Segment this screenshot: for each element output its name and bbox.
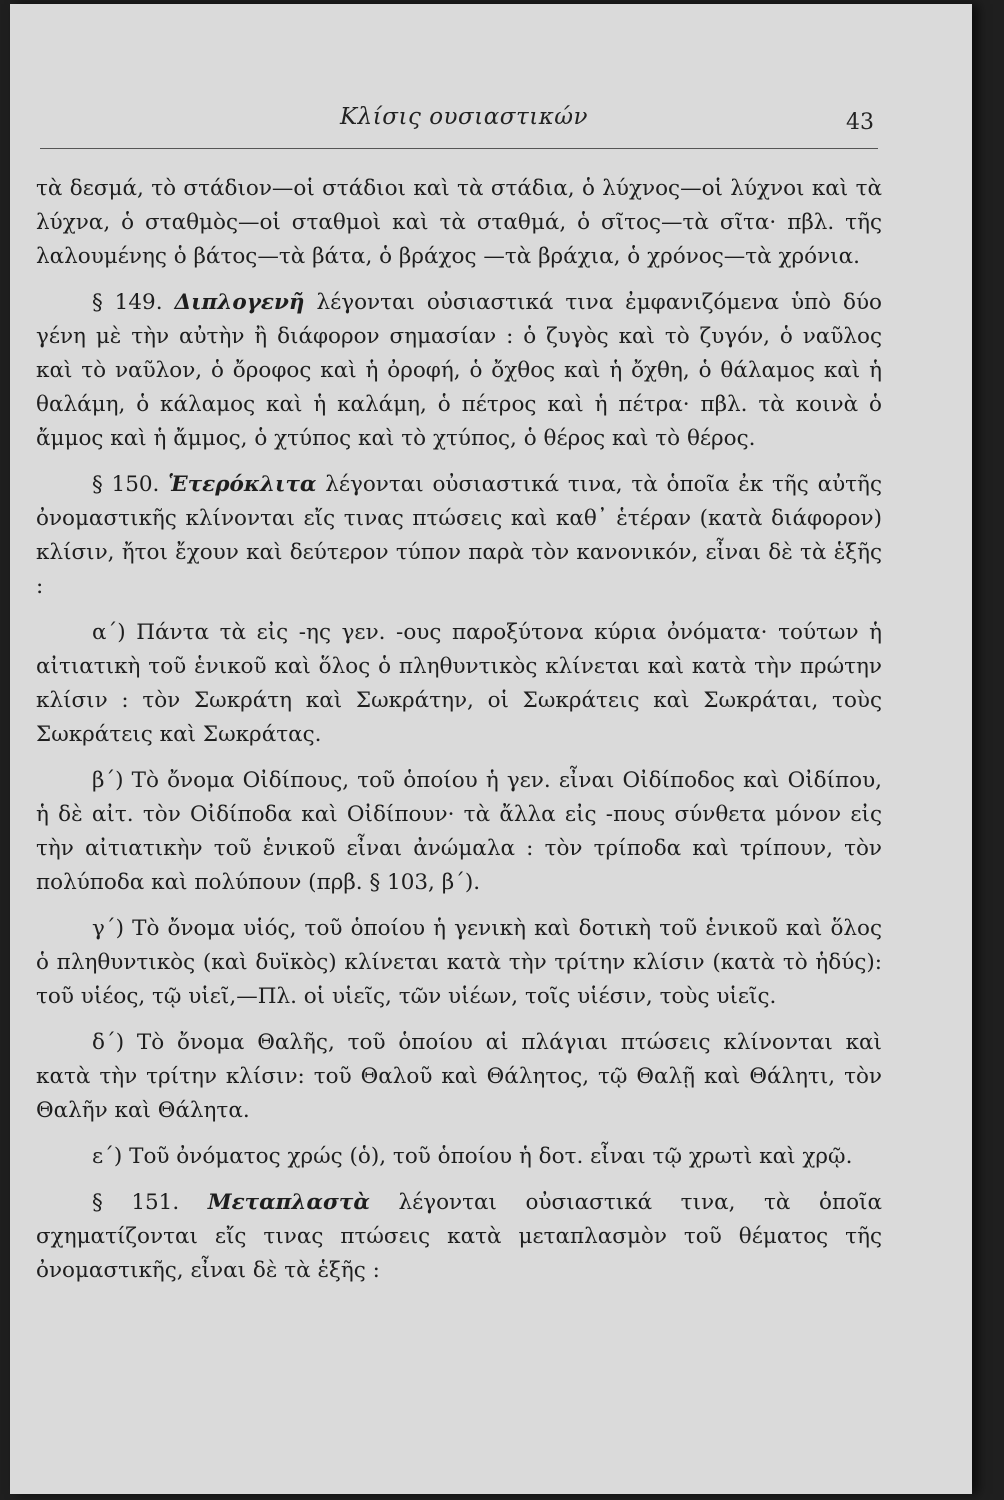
section-term: Μεταπλαστὰ — [207, 1190, 370, 1215]
section-number: § 151. — [92, 1190, 180, 1215]
book-page — [10, 4, 972, 1494]
section-term: Ἑτερόκλιτα — [168, 472, 317, 497]
page-number: 43 — [846, 110, 874, 135]
paragraph-section-151 — [36, 1186, 882, 1288]
section-term: Διπλογενῆ — [174, 290, 305, 315]
paragraph-text: α΄) Πάντα τὰ εἰς -ης γεν. -ους παροξύτονα κύρια ὀνόματα· τούτων ἡ αἰτιατικὴ τοῦ ἑνικοῦ καὶ ὅλος ὁ πληθυντικὸς κλίνεται καὶ κατὰ τὴν πρώτην κλίσιν : τὸν Σωκράτη καὶ Σωκράτην, οἱ Σωκράτεις καὶ Σωκράται, τοὺς Σωκράτεις καὶ Σωκράτας. — [36, 620, 882, 747]
header-rule — [40, 148, 878, 149]
paragraph-section-149 — [36, 286, 882, 456]
section-number: § 149. — [92, 290, 163, 315]
page-body — [36, 172, 882, 1288]
paragraph-text: γ΄) Τὸ ὄνομα υἱός, τοῦ ὁποίου ἡ γενικὴ καὶ δοτικὴ τοῦ ἑνικοῦ καὶ ὅλος ὁ πληθυντικὸς (καὶ δυϊκὸς) κλίνεται κατὰ τὴν τρίτην κλίσιν (κατὰ τὸ ἡδύς): τοῦ υἱέος, τῷ υἱεῖ,—Πλ. οἱ υἱεῖς, τῶν υἱέων, τοῖς υἱέσιν, τοὺς υἱεῖς. — [36, 916, 882, 1009]
paragraph-text: λέγονται οὐσιαστικά τινα, τὰ ὁποῖα σχηματίζονται εἴς τινας πτώσεις κατὰ μεταπλασμὸν τοῦ θέματος τῆς ὀνομαστικῆς, εἶναι δὲ τὰ ἑξῆς : — [36, 1190, 882, 1283]
paragraph-text: λέγονται οὐσιαστικά τινα ἐμφανιζόμενα ὑπὸ δύο γένη μὲ τὴν αὐτὴν ἢ διάφορον σημασίαν : ὁ ζυγὸς καὶ τὸ ζυγόν, ὁ ναῦλος καὶ τὸ ναῦλον, ὁ ὄροφος καὶ ἡ ὀροφή, ὁ ὄχθος καὶ ἡ ὄχθη, ὁ θάλαμος καὶ ἡ θαλάμη, ὁ κάλαμος καὶ ἡ καλάμη, ὁ πέτρος καὶ ἡ πέτρα· πβλ. τὰ κοινὰ ὁ ἄμμος καὶ ἡ ἄμμος, ὁ χτύπος καὶ τὸ χτύπος, ὁ θέρος καὶ τὸ θέρος. — [36, 290, 882, 451]
paragraph-item-d — [36, 1026, 882, 1128]
paragraph-text: λέγονται οὐσιαστικά τινα, τὰ ὁποῖα ἐκ τῆς αὐτῆς ὀνομαστικῆς κλίνονται εἴς τινας πτώσεις καὶ καθ᾽ ἑτέραν (κατὰ διάφορον) κλίσιν, ἤτοι ἔχουν καὶ δεύτερον τύπον παρὰ τὸν κανονικόν, εἶναι δὲ τὰ ἑξῆς : — [36, 472, 882, 599]
paragraph-item-e — [36, 1140, 882, 1174]
paragraph-item-a — [36, 616, 882, 752]
paragraph-text: δ΄) Τὸ ὄνομα Θαλῆς, τοῦ ὁποίου αἱ πλάγιαι πτώσεις κλίνονται καὶ κατὰ τὴν τρίτην κλίσιν: τοῦ Θαλοῦ καὶ Θάλητος, τῷ Θαλῇ καὶ Θάλητι, τὸν Θαλῆν καὶ Θάλητα. — [36, 1030, 882, 1123]
running-head-title: Κλίσις ουσιαστικών — [340, 104, 589, 130]
running-head — [10, 104, 972, 144]
paragraph-text: ε΄) Τοῦ ὀνόματος χρώς (ὁ), τοῦ ὁποίου ἡ δοτ. εἶναι τῷ χρωτὶ καὶ χρῷ. — [92, 1144, 853, 1169]
paragraph-item-b — [36, 764, 882, 900]
paragraph-text: τὰ δεσμά, τὸ στάδιον—οἱ στάδιοι καὶ τὰ στάδια, ὁ λύχνος—οἱ λύχνοι καὶ τὰ λύχνα, ὁ σταθμὸς—οἱ σταθμοὶ καὶ τὰ σταθμά, ὁ σῖτος—τὰ σῖτα· πβλ. τῆς λαλουμένης ὁ βάτος—τὰ βάτα, ὁ βράχος —τὰ βράχια, ὁ χρόνος—τὰ χρόνια. — [36, 176, 882, 269]
paragraph-item-c — [36, 912, 882, 1014]
paragraph-section-150 — [36, 468, 882, 604]
paragraph-continuation — [36, 172, 882, 274]
section-number: § 150. — [92, 472, 160, 497]
paragraph-text: β΄) Τὸ ὄνομα Οἰδίπους, τοῦ ὁποίου ἡ γεν. εἶναι Οἰδίποδος καὶ Οἰδίπου, ἡ δὲ αἰτ. τὸν Οἰδίποδα καὶ Οἰδίπουν· τὰ ἄλλα εἰς -πους σύνθετα μόνον εἰς τὴν αἰτιατικὴν τοῦ ἑνικοῦ εἶναι ἀνώμαλα : τὸν τρίποδα καὶ τρίπουν, τὸν πολύποδα καὶ πολύπουν (πρβ. § 103, β΄). — [36, 768, 882, 895]
